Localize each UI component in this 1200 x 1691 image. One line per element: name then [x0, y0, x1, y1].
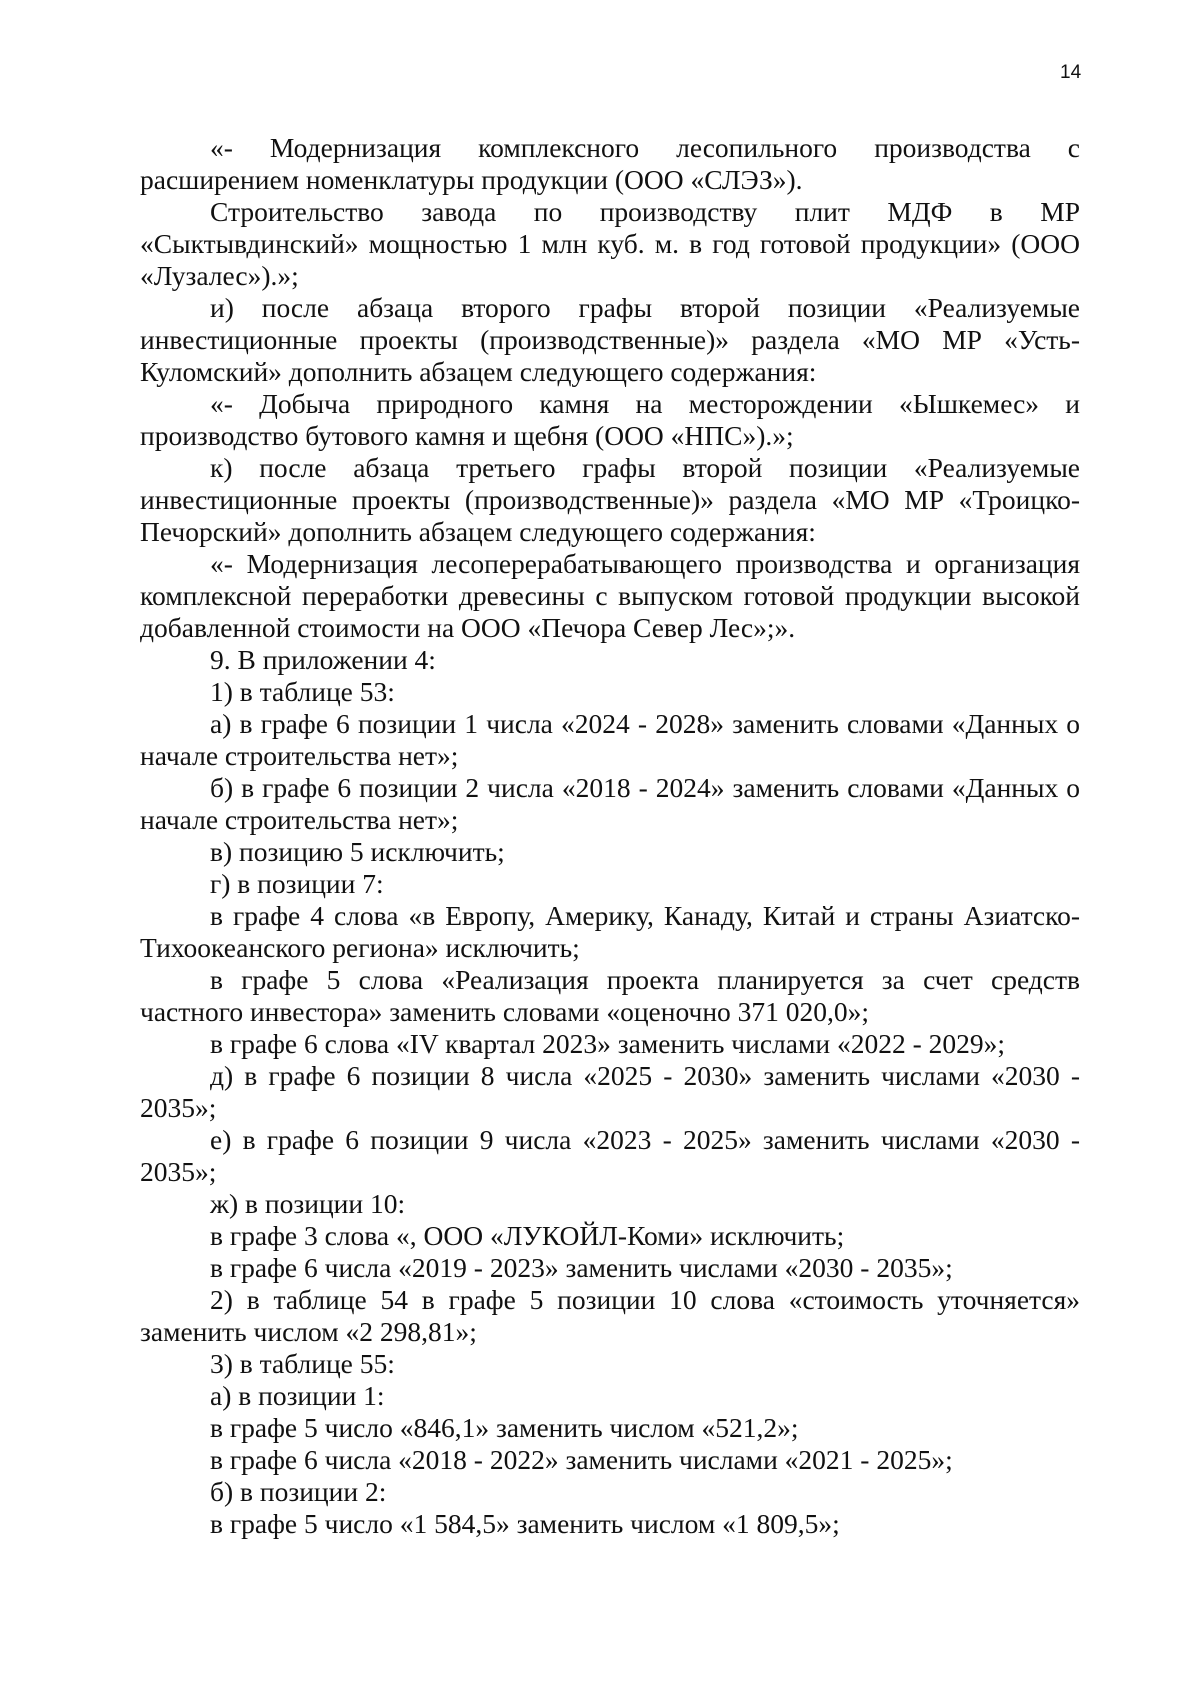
paragraph: б) в позиции 2:: [210, 1476, 387, 1507]
paragraph: 1) в таблице 53:: [210, 676, 395, 707]
paragraph: Строительство завода по производству плит МДФ в МР «Сыктывдинский» мощностью 1 млн куб. м. в год готовой продукции» (ООО «Лузалес»).»;: [140, 196, 1080, 291]
paragraph: в графе 6 слова «IV квартал 2023» заменить числами «2022 - 2029»;: [210, 1028, 1006, 1059]
paragraph: в графе 5 число «1 584,5» заменить числом «1 809,5»;: [210, 1508, 840, 1539]
page-number: 14: [1060, 62, 1082, 83]
paragraph: д) в графе 6 позиции 8 числа «2025 - 2030» заменить числами «2030 - 2035»;: [140, 1060, 1080, 1123]
paragraph: «- Добыча природного камня на месторождении «Ышкемес» и производство бутового камня и щебня (ООО «НПС»).»;: [140, 388, 1080, 451]
paragraph: «- Модернизация комплексного лесопильного производства с расширением номенклатуры продукции (ООО «СЛЭЗ»).: [140, 132, 1080, 195]
paragraph: «- Модернизация лесоперерабатывающего производства и организация комплексной переработки древесины с выпуском готовой продукции высокой добавленной стоимости на ООО «Печора Север Лес»;».: [140, 548, 1080, 643]
paragraph: в графе 3 слова «, ООО «ЛУКОЙЛ-Коми» исключить;: [210, 1220, 845, 1251]
paragraph: ж) в позиции 10:: [210, 1188, 406, 1219]
paragraph: в графе 5 слова «Реализация проекта планируется за счет средств частного инвестора» заменить словами «оценочно 371 020,0»;: [140, 964, 1080, 1027]
paragraph: в графе 6 числа «2018 - 2022» заменить числами «2021 - 2025»;: [210, 1444, 953, 1475]
paragraph: в графе 6 числа «2019 - 2023» заменить числами «2030 - 2035»;: [210, 1252, 953, 1283]
paragraph: 3) в таблице 55:: [210, 1348, 395, 1379]
paragraph: 2) в таблице 54 в графе 5 позиции 10 слова «стоимость уточняется» заменить числом «2 298,81»;: [140, 1284, 1080, 1347]
paragraph: в) позицию 5 исключить;: [210, 836, 505, 867]
paragraph: а) в позиции 1:: [210, 1380, 385, 1411]
paragraph: г) в позиции 7:: [210, 868, 384, 899]
paragraph: к) после абзаца третьего графы второй позиции «Реализуемые инвестиционные проекты (производственные)» раздела «МО МР «Троицко-Печорский» дополнить абзацем следующего содержания:: [140, 452, 1080, 547]
paragraph: в графе 5 число «846,1» заменить числом «521,2»;: [210, 1412, 799, 1443]
paragraph: а) в графе 6 позиции 1 числа «2024 - 2028» заменить словами «Данных о начале строительства нет»;: [140, 708, 1080, 771]
document-body: [140, 132, 1080, 1540]
paragraph: б) в графе 6 позиции 2 числа «2018 - 2024» заменить словами «Данных о начале строительства нет»;: [140, 772, 1080, 835]
paragraph: е) в графе 6 позиции 9 числа «2023 - 2025» заменить числами «2030 - 2035»;: [140, 1124, 1080, 1187]
paragraph: в графе 4 слова «в Европу, Америку, Канаду, Китай и страны Азиатско-Тихоокеанского региона» исключить;: [140, 900, 1080, 963]
paragraph: и) после абзаца второго графы второй позиции «Реализуемые инвестиционные проекты (производственные)» раздела «МО МР «Усть-Куломский» дополнить абзацем следующего содержания:: [140, 292, 1080, 387]
paragraph: 9. В приложении 4:: [210, 644, 436, 675]
